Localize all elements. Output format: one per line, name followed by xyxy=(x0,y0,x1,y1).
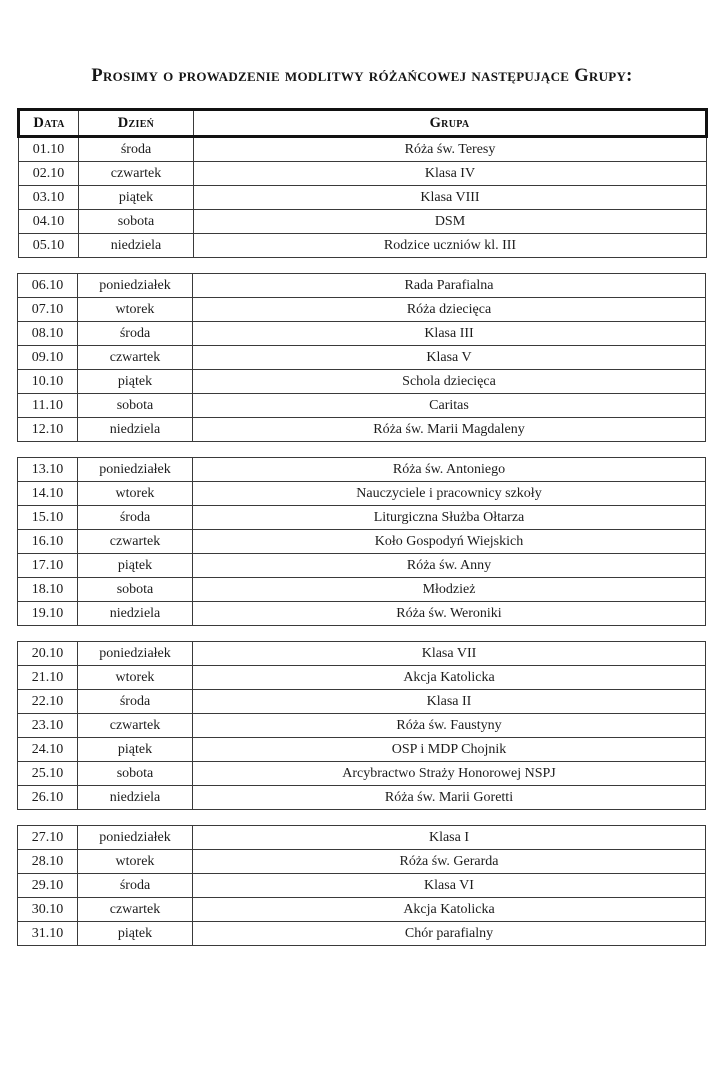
group-cell: Rodzice uczniów kl. III xyxy=(194,234,707,258)
table-row xyxy=(18,738,706,762)
group-cell: Róża św. Faustyny xyxy=(193,714,706,738)
date-cell: 20.10 xyxy=(18,642,78,666)
date-cell: 22.10 xyxy=(18,690,78,714)
group-cell: Róża św. Teresy xyxy=(194,137,707,162)
day-cell: niedziela xyxy=(79,234,194,258)
table-row xyxy=(18,690,706,714)
table-row xyxy=(18,322,706,346)
date-cell: 13.10 xyxy=(18,458,78,482)
table-row xyxy=(19,162,707,186)
date-cell: 26.10 xyxy=(18,786,78,810)
day-cell: czwartek xyxy=(78,346,193,370)
day-cell: niedziela xyxy=(78,418,193,442)
table-row xyxy=(18,554,706,578)
schedule-block-1 xyxy=(17,108,708,258)
date-cell: 01.10 xyxy=(19,137,79,162)
table-row xyxy=(18,850,706,874)
date-cell: 17.10 xyxy=(18,554,78,578)
date-cell: 07.10 xyxy=(18,298,78,322)
group-cell: Akcja Katolicka xyxy=(193,666,706,690)
group-cell: Arcybractwo Straży Honorowej NSPJ xyxy=(193,762,706,786)
day-cell: sobota xyxy=(79,210,194,234)
group-cell: Klasa VII xyxy=(193,642,706,666)
date-cell: 10.10 xyxy=(18,370,78,394)
group-cell: DSM xyxy=(194,210,707,234)
group-cell: OSP i MDP Chojnik xyxy=(193,738,706,762)
table-row xyxy=(19,186,707,210)
group-cell: Róża św. Marii Magdaleny xyxy=(193,418,706,442)
day-cell: niedziela xyxy=(78,786,193,810)
day-cell: środa xyxy=(78,874,193,898)
date-cell: 31.10 xyxy=(18,922,78,946)
day-cell: sobota xyxy=(78,394,193,418)
day-cell: poniedziałek xyxy=(78,826,193,850)
date-cell: 09.10 xyxy=(18,346,78,370)
day-cell: piątek xyxy=(78,370,193,394)
document-page xyxy=(0,66,724,1090)
date-cell: 25.10 xyxy=(18,762,78,786)
table-row xyxy=(18,394,706,418)
date-cell: 03.10 xyxy=(19,186,79,210)
day-cell: czwartek xyxy=(78,898,193,922)
date-cell: 24.10 xyxy=(18,738,78,762)
date-cell: 02.10 xyxy=(19,162,79,186)
day-cell: piątek xyxy=(79,186,194,210)
table-row xyxy=(18,922,706,946)
group-cell: Róża św. Marii Goretti xyxy=(193,786,706,810)
schedule-tables xyxy=(17,108,705,946)
day-cell: wtorek xyxy=(78,298,193,322)
group-cell: Schola dziecięca xyxy=(193,370,706,394)
date-cell: 06.10 xyxy=(18,274,78,298)
day-cell: poniedziałek xyxy=(78,642,193,666)
group-cell: Rada Parafialna xyxy=(193,274,706,298)
day-cell: czwartek xyxy=(79,162,194,186)
day-cell: środa xyxy=(78,322,193,346)
day-cell: wtorek xyxy=(78,850,193,874)
table-row xyxy=(18,578,706,602)
date-cell: 04.10 xyxy=(19,210,79,234)
schedule-block-5 xyxy=(17,825,706,946)
date-cell: 28.10 xyxy=(18,850,78,874)
group-cell: Róża św. Antoniego xyxy=(193,458,706,482)
header-row xyxy=(19,110,707,137)
day-cell: środa xyxy=(78,690,193,714)
group-cell: Klasa VI xyxy=(193,874,706,898)
date-cell: 30.10 xyxy=(18,898,78,922)
table-row xyxy=(18,898,706,922)
schedule-block-4 xyxy=(17,641,706,810)
date-cell: 27.10 xyxy=(18,826,78,850)
group-cell: Nauczyciele i pracownicy szkoły xyxy=(193,482,706,506)
group-cell: Klasa I xyxy=(193,826,706,850)
table-row xyxy=(18,274,706,298)
group-cell: Klasa III xyxy=(193,322,706,346)
date-cell: 21.10 xyxy=(18,666,78,690)
table-row xyxy=(18,874,706,898)
table-row xyxy=(18,298,706,322)
day-cell: wtorek xyxy=(78,666,193,690)
table-row xyxy=(18,642,706,666)
group-cell: Liturgiczna Służba Ołtarza xyxy=(193,506,706,530)
day-cell: czwartek xyxy=(78,714,193,738)
date-cell: 18.10 xyxy=(18,578,78,602)
column-header-group: Grupa xyxy=(194,110,707,137)
date-cell: 08.10 xyxy=(18,322,78,346)
table-row xyxy=(19,234,707,258)
date-cell: 14.10 xyxy=(18,482,78,506)
table-row xyxy=(18,666,706,690)
day-cell: czwartek xyxy=(78,530,193,554)
day-cell: niedziela xyxy=(78,602,193,626)
group-cell: Klasa IV xyxy=(194,162,707,186)
table-row xyxy=(18,530,706,554)
table-row xyxy=(18,482,706,506)
table-row xyxy=(18,370,706,394)
schedule-block-2 xyxy=(17,273,706,442)
table-header xyxy=(19,110,707,137)
day-cell: środa xyxy=(78,506,193,530)
day-cell: piątek xyxy=(78,922,193,946)
date-cell: 05.10 xyxy=(19,234,79,258)
group-cell: Chór parafialny xyxy=(193,922,706,946)
day-cell: sobota xyxy=(78,578,193,602)
day-cell: sobota xyxy=(78,762,193,786)
date-cell: 15.10 xyxy=(18,506,78,530)
page-title: Prosimy o prowadzenie modlitwy różańcowej następujące Grupy: xyxy=(91,66,633,86)
table-row xyxy=(18,346,706,370)
date-cell: 16.10 xyxy=(18,530,78,554)
group-cell: Akcja Katolicka xyxy=(193,898,706,922)
group-cell: Róża św. Gerarda xyxy=(193,850,706,874)
day-cell: piątek xyxy=(78,738,193,762)
date-cell: 29.10 xyxy=(18,874,78,898)
group-cell: Caritas xyxy=(193,394,706,418)
group-cell: Młodzież xyxy=(193,578,706,602)
table-row xyxy=(18,602,706,626)
group-cell: Klasa II xyxy=(193,690,706,714)
day-cell: środa xyxy=(79,137,194,162)
day-cell: wtorek xyxy=(78,482,193,506)
column-header-day: Dzień xyxy=(79,110,194,137)
table-row xyxy=(18,826,706,850)
group-cell: Klasa V xyxy=(193,346,706,370)
day-cell: poniedziałek xyxy=(78,458,193,482)
table-row xyxy=(18,714,706,738)
column-header-date: Data xyxy=(19,110,79,137)
table-row xyxy=(19,137,707,162)
date-cell: 11.10 xyxy=(18,394,78,418)
date-cell: 19.10 xyxy=(18,602,78,626)
table-row xyxy=(18,458,706,482)
group-cell: Róża św. Weroniki xyxy=(193,602,706,626)
table-row xyxy=(18,506,706,530)
day-cell: poniedziałek xyxy=(78,274,193,298)
table-row xyxy=(18,418,706,442)
table-row xyxy=(19,210,707,234)
group-cell: Róża św. Anny xyxy=(193,554,706,578)
group-cell: Klasa VIII xyxy=(194,186,707,210)
schedule-block-3 xyxy=(17,457,706,626)
table-row xyxy=(18,786,706,810)
date-cell: 12.10 xyxy=(18,418,78,442)
group-cell: Koło Gospodyń Wiejskich xyxy=(193,530,706,554)
date-cell: 23.10 xyxy=(18,714,78,738)
table-row xyxy=(18,762,706,786)
day-cell: piątek xyxy=(78,554,193,578)
group-cell: Róża dziecięca xyxy=(193,298,706,322)
